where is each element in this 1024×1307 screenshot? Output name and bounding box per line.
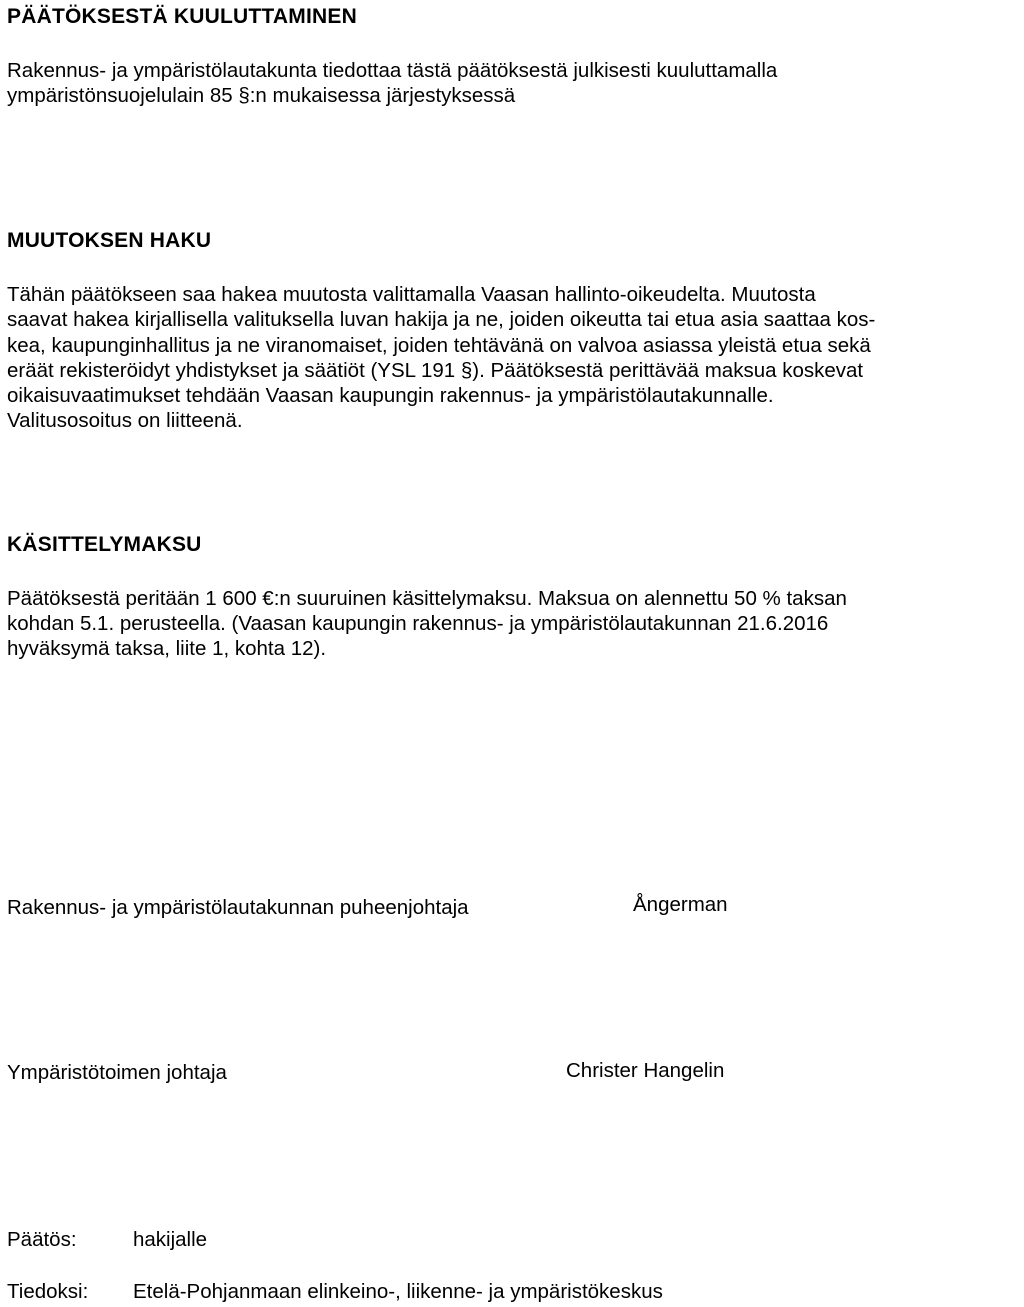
announcement-paragraph xyxy=(7,58,777,108)
fee-line: Päätöksestä peritään 1 600 €:n suuruinen käsittelymaksu. Maksua on alennettu 50 % taksan xyxy=(7,587,847,610)
appeal-line: kea, kaupunginhallitus ja ne viranomaiset, joiden tehtävänä on valvoa asiassa yleistä etua sekä xyxy=(7,333,871,357)
fee-paragraph xyxy=(7,586,847,661)
notice-label: Tiedoksi: xyxy=(7,1280,89,1303)
appeal-line: eräät rekisteröidyt yhdistykset ja säätiöt (YSL 191 §). Päätöksestä perittävää maksua koskevat xyxy=(7,358,864,382)
announcement-line: Rakennus- ja ympäristölautakunta tiedottaa tästä päätöksestä julkisesti kuuluttamalla xyxy=(7,59,778,82)
director-name: Christer Hangelin xyxy=(566,1059,725,1082)
appeal-line: oikaisuvaatimukset tehdään Vaasan kaupungin rakennus- ja ympäristölautakunnalle. xyxy=(7,384,774,408)
appeal-paragraph xyxy=(7,282,875,434)
fee-line: hyväksymä taksa, liite 1, kohta 12). xyxy=(7,637,327,660)
chair-role: Rakennus- ja ympäristölautakunnan puheenjohtaja xyxy=(7,896,469,919)
fee-heading: KÄSITTELYMAKSU xyxy=(7,533,202,556)
director-role: Ympäristötoimen johtaja xyxy=(7,1061,227,1084)
appeal-line: saavat hakea kirjallisella valituksella luvan hakija ja ne, joiden oikeutta tai etua asia saattaa kos- xyxy=(7,308,876,332)
notice-recipient: Etelä-Pohjanmaan elinkeino-, liikenne- ja ympäristökeskus xyxy=(133,1280,663,1303)
decision-label: Päätös: xyxy=(7,1228,77,1251)
fee-line: kohdan 5.1. perusteella. (Vaasan kaupungin rakennus- ja ympäristölautakunnan 21.6.2016 xyxy=(7,612,829,635)
appeal-line: Tähän päätökseen saa hakea muutosta valittamalla Vaasan hallinto-oikeudelta. Muutosta xyxy=(7,283,816,306)
chair-name: Ångerman xyxy=(633,893,728,916)
appeal-heading: MUUTOKSEN HAKU xyxy=(7,229,212,252)
announcement-line: ympäristönsuojelulain 85 §:n mukaisessa järjestyksessä xyxy=(7,84,516,107)
announcement-heading: PÄÄTÖKSESTÄ KUULUTTAMINEN xyxy=(7,5,357,28)
appeal-line: Valitusosoitus on liitteenä. xyxy=(7,409,243,433)
decision-recipient: hakijalle xyxy=(133,1228,208,1251)
